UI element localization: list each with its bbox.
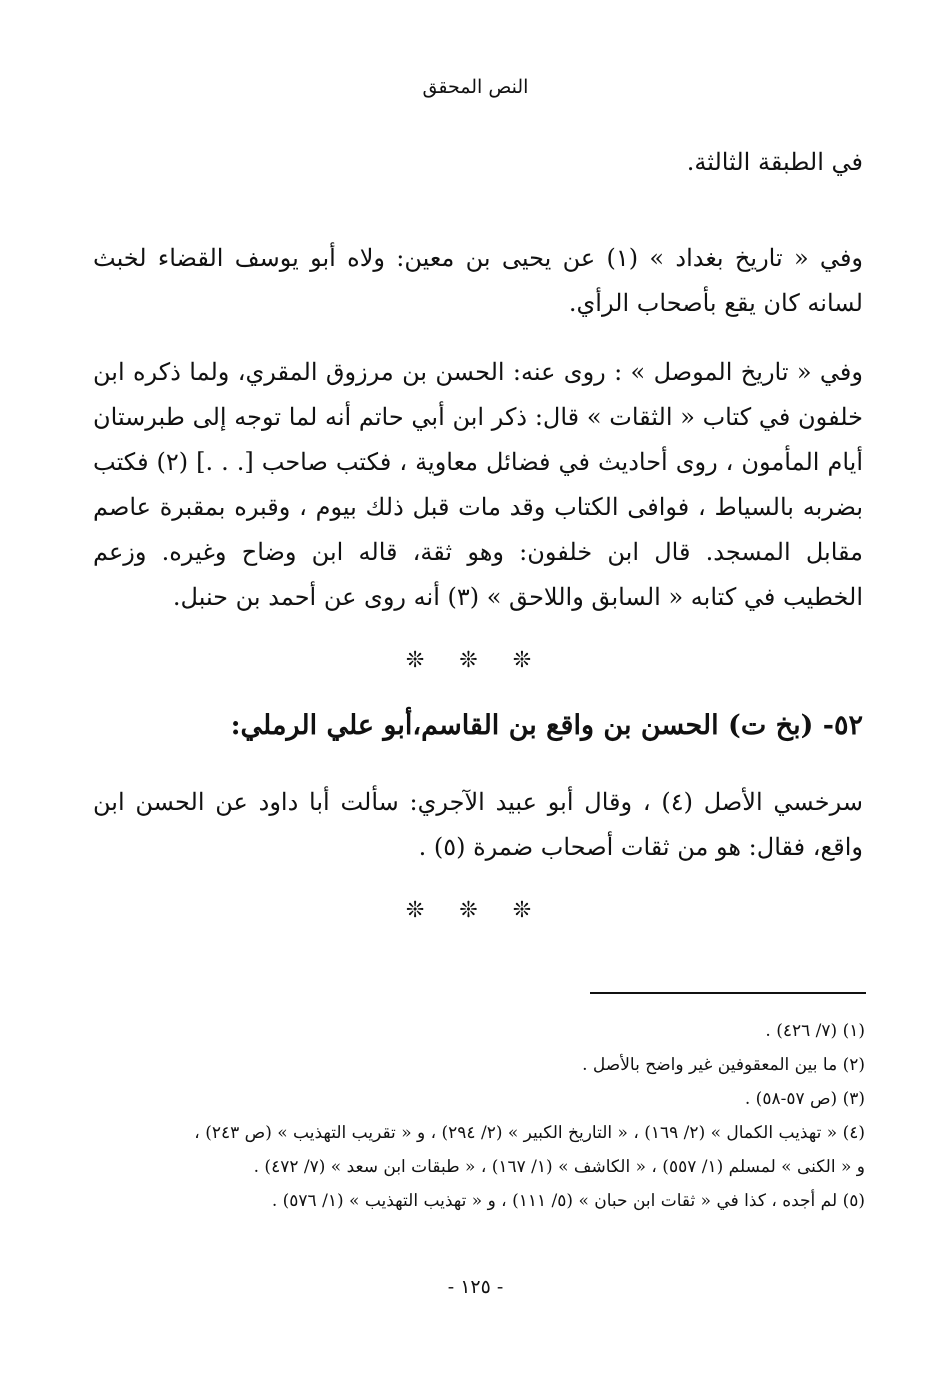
section-separator-2: ❊ ❊ ❊ [405, 898, 546, 923]
footnote-5: (٥) لم أجده ، كذا في « ثقات ابن حبان » (٥/ ١١١) ، و « تهذيب التهذيب » (١/ ٥٧٦) . [271, 1191, 865, 1211]
footnote-rule [590, 992, 866, 994]
paragraph-2: وفي « تاريخ بغداد » (١) عن يحيى بن معين: ولاه أبو يوسف القضاء لخبث لسانه كان يقع بأصحاب الرأي. [93, 244, 863, 317]
footnote-2: (٢) ما بين المعقوفين غير واضح بالأصل . [582, 1055, 865, 1075]
footnote-4: (٤) « تهذيب الكمال » (٢/ ١٦٩) ، « التاريخ الكبير » (٢/ ٢٩٤) ، و « تقريب التهذيب » (ص ٢٤٣) ، [194, 1123, 865, 1143]
footnote-4-continued: و « الكنى » لمسلم (١/ ٥٥٧) ، « الكاشف » (١/ ١٦٧) ، « طبقات ابن سعد » (٧/ ٤٧٢) . [253, 1157, 865, 1177]
page-number: - ١٢٥ - [447, 1276, 504, 1298]
paragraph-4: سرخسي الأصل (٤) ، وقال أبو عبيد الآجري: سألت أبا داود عن الحسن ابن واقع، فقال: هو من ثقات أصحاب ضمرة (٥) . [93, 788, 863, 861]
footnotes [75, 1014, 865, 1218]
paragraph-3: وفي « تاريخ الموصل » : روى عنه: الحسن بن مرزوق المقري، ولما ذكره ابن خلفون في كتاب « الثقات » قال: ذكر ابن أبي حاتم أنه لما توجه إلى طبرستان أيام المأمون ، روى أحاديث في فضائل معاوية ، فكتب صاحب [. . .] (٢) فكتب بضربه بالسياط ، فوافى الكتاب وقد مات قبل ذلك بيوم ، وقبره بمقبرة عاصم مقابل المسجد. قال ابن خلفون: وهو ثقة، قاله ابن وضاح وغيره. وزعم الخطيب في كتابه « السابق واللاحق » (٣) أنه روى عن أحمد بن حنبل. [93, 358, 863, 611]
footnote-1: (١) (٧/ ٤٢٦) . [765, 1021, 865, 1041]
footnote-3: (٣) (ص ٥٧-٥٨) . [744, 1089, 865, 1109]
paragraph-1: في الطبقة الثالثة. [686, 148, 863, 176]
section-separator: ❊ ❊ ❊ [405, 648, 546, 673]
running-header: النص المحقق [422, 76, 529, 98]
entry-heading: ٥٢- (بخ ت) الحسن بن واقع بن القاسم،أبو علي الرملي: [230, 710, 863, 741]
